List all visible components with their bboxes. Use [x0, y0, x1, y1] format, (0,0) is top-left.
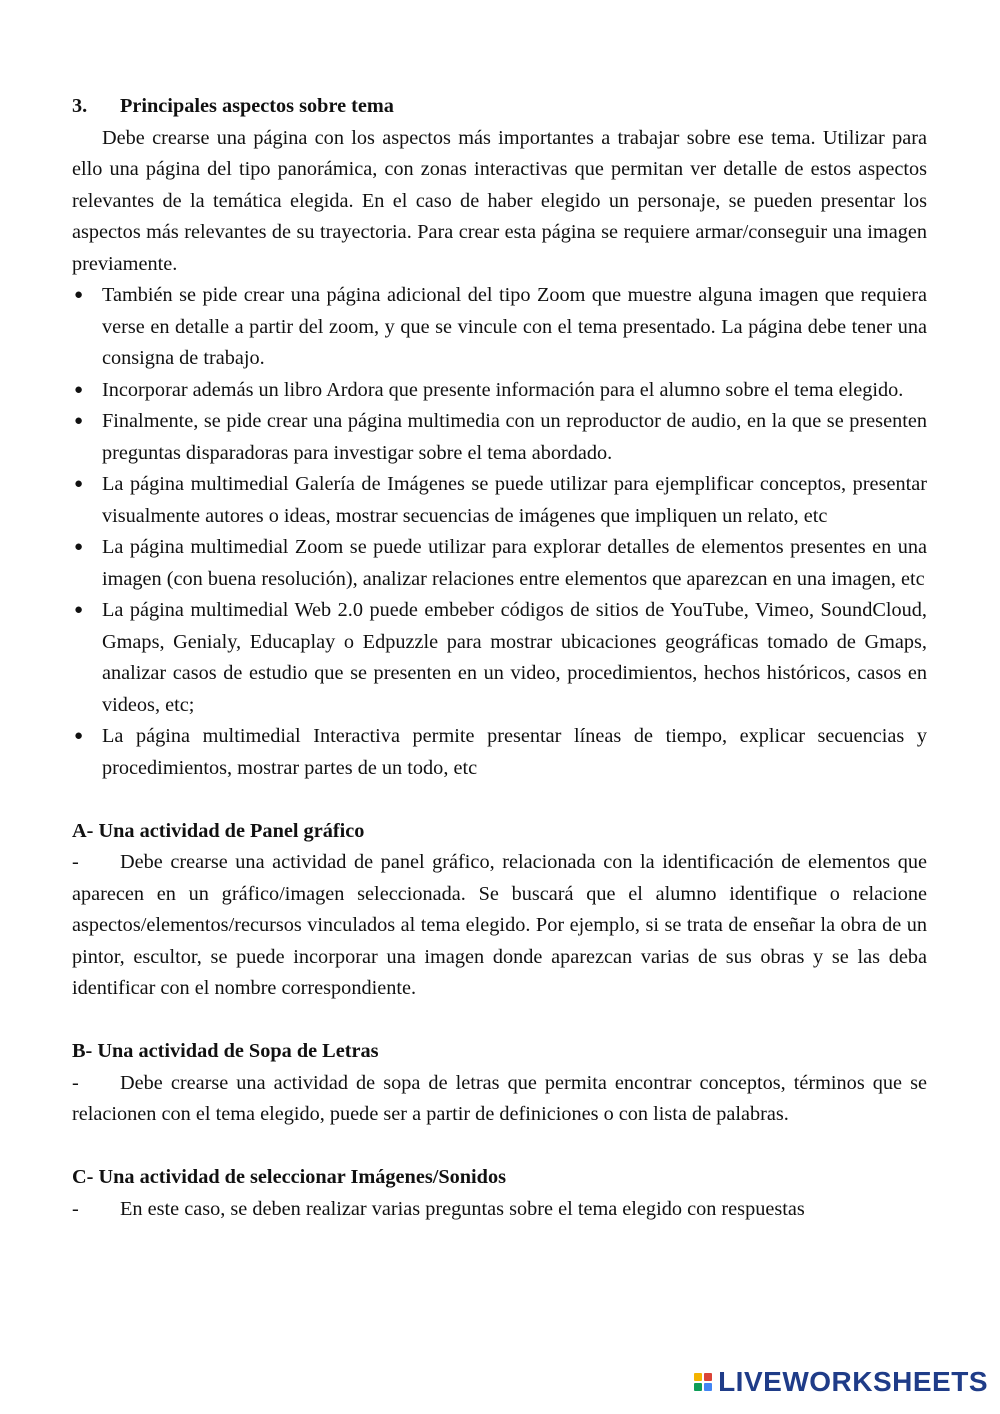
list-item: ● La página multimedial Interactiva permite presentar líneas de tiempo, explicar secuencias y procedimientos, mostrar partes de un todo, etc	[72, 721, 927, 784]
spacer	[72, 784, 927, 816]
section-c-body: - En este caso, se deben realizar varias preguntas sobre el tema elegido con respuestas	[72, 1194, 927, 1226]
list-item: ● La página multimedial Galería de Imágenes se puede utilizar para ejemplificar conceptos, presentar visualmente autores o ideas, mostrar secuencias de imágenes que impliquen un relato, etc	[72, 469, 927, 532]
list-item: ● La página multimedial Zoom se puede utilizar para explorar detalles de elementos presentes en una imagen (con buena resolución), analizar relaciones entre elementos que aparezcan en una imagen, etc	[72, 532, 927, 595]
logo-square	[694, 1383, 702, 1391]
section-3-title: Principales aspectos sobre tema	[120, 95, 394, 117]
section-3-heading	[72, 91, 927, 123]
bullet-icon: ●	[74, 728, 84, 744]
bullet-icon: ●	[74, 476, 84, 492]
logo-square	[694, 1373, 702, 1381]
list-item: ● La página multimedial Web 2.0 puede embeber códigos de sitios de YouTube, Vimeo, SoundCloud, Gmaps, Genialy, Educaplay o Edpuzzle para mostrar ubicaciones geográficas tomado de Gmaps, analizar casos de estudio que se presenten en un video, procedimientos, hechos históricos, casos en videos, etc;	[72, 595, 927, 721]
list-item: ● También se pide crear una página adicional del tipo Zoom que muestre alguna imagen que requiera verse en detalle a partir del zoom, y que se vincule con el tema presentado. La página debe tener una consigna de trabajo.	[72, 280, 927, 375]
section-3-intro: Debe crearse una página con los aspectos más importantes a trabajar sobre ese tema. Utilizar para ello una página del tipo panorámica, con zonas interactivas que permitan ver detalle de estos aspectos relevantes de la temática elegida. En el caso de haber elegido un personaje, se pueden presentar los aspectos más relevantes de su trayectoria. Para crear esta página se requiere armar/conseguir una imagen previamente.	[72, 126, 927, 275]
logo-square	[704, 1373, 712, 1381]
section-3-bullet-list	[72, 280, 927, 784]
dash-marker: -	[72, 1197, 79, 1220]
spacer	[72, 1131, 927, 1163]
section-b-heading: B- Una actividad de Sopa de Letras	[72, 1040, 379, 1062]
logo-square	[704, 1383, 712, 1391]
document-page	[72, 91, 927, 1225]
section-3-number: 3.	[72, 95, 88, 117]
bullet-icon: ●	[74, 602, 84, 618]
spacer	[72, 1005, 927, 1037]
section-a-heading: A- Una actividad de Panel gráfico	[72, 819, 365, 842]
section-a-body: - Debe crearse una actividad de panel gráfico, relacionada con la identificación de elementos que aparecen en un gráfico/imagen seleccionada. Se buscará que el alumno identifique o relacione aspectos/elementos/recursos vinculados al tema elegido. Por ejemplo, si se trata de enseñar la obra de un pintor, escultor, se puede incorporar una imagen donde aparezcan varias de sus obras y se las deba identificar con el nombre correspondiente.	[72, 847, 927, 1005]
list-item: ● Finalmente, se pide crear una página multimedia con un reproductor de audio, en la que se presenten preguntas disparadoras para investigar sobre el tema abordado.	[72, 406, 927, 469]
bullet-icon: ●	[74, 539, 84, 555]
liveworksheets-logo[interactable]	[694, 1366, 988, 1398]
bullet-icon: ●	[74, 381, 84, 398]
dash-marker: -	[72, 1071, 79, 1094]
dash-marker: -	[72, 851, 79, 873]
section-b-body: - Debe crearse una actividad de sopa de letras que permita encontrar conceptos, términos que se relacionen con el tema elegido, puede ser a partir de definiciones o con lista de palabras.	[72, 1068, 927, 1131]
list-item: ● Incorporar además un libro Ardora que presente información para el alumno sobre el tema elegido.	[72, 375, 927, 407]
section-c-heading: C- Una actividad de seleccionar Imágenes/Sonidos	[72, 1166, 506, 1188]
liveworksheets-brand-text: LIVEWORKSHEETS	[718, 1366, 988, 1397]
bullet-icon: ●	[74, 413, 84, 429]
liveworksheets-logo-icon	[694, 1373, 712, 1391]
bullet-icon: ●	[74, 287, 84, 303]
